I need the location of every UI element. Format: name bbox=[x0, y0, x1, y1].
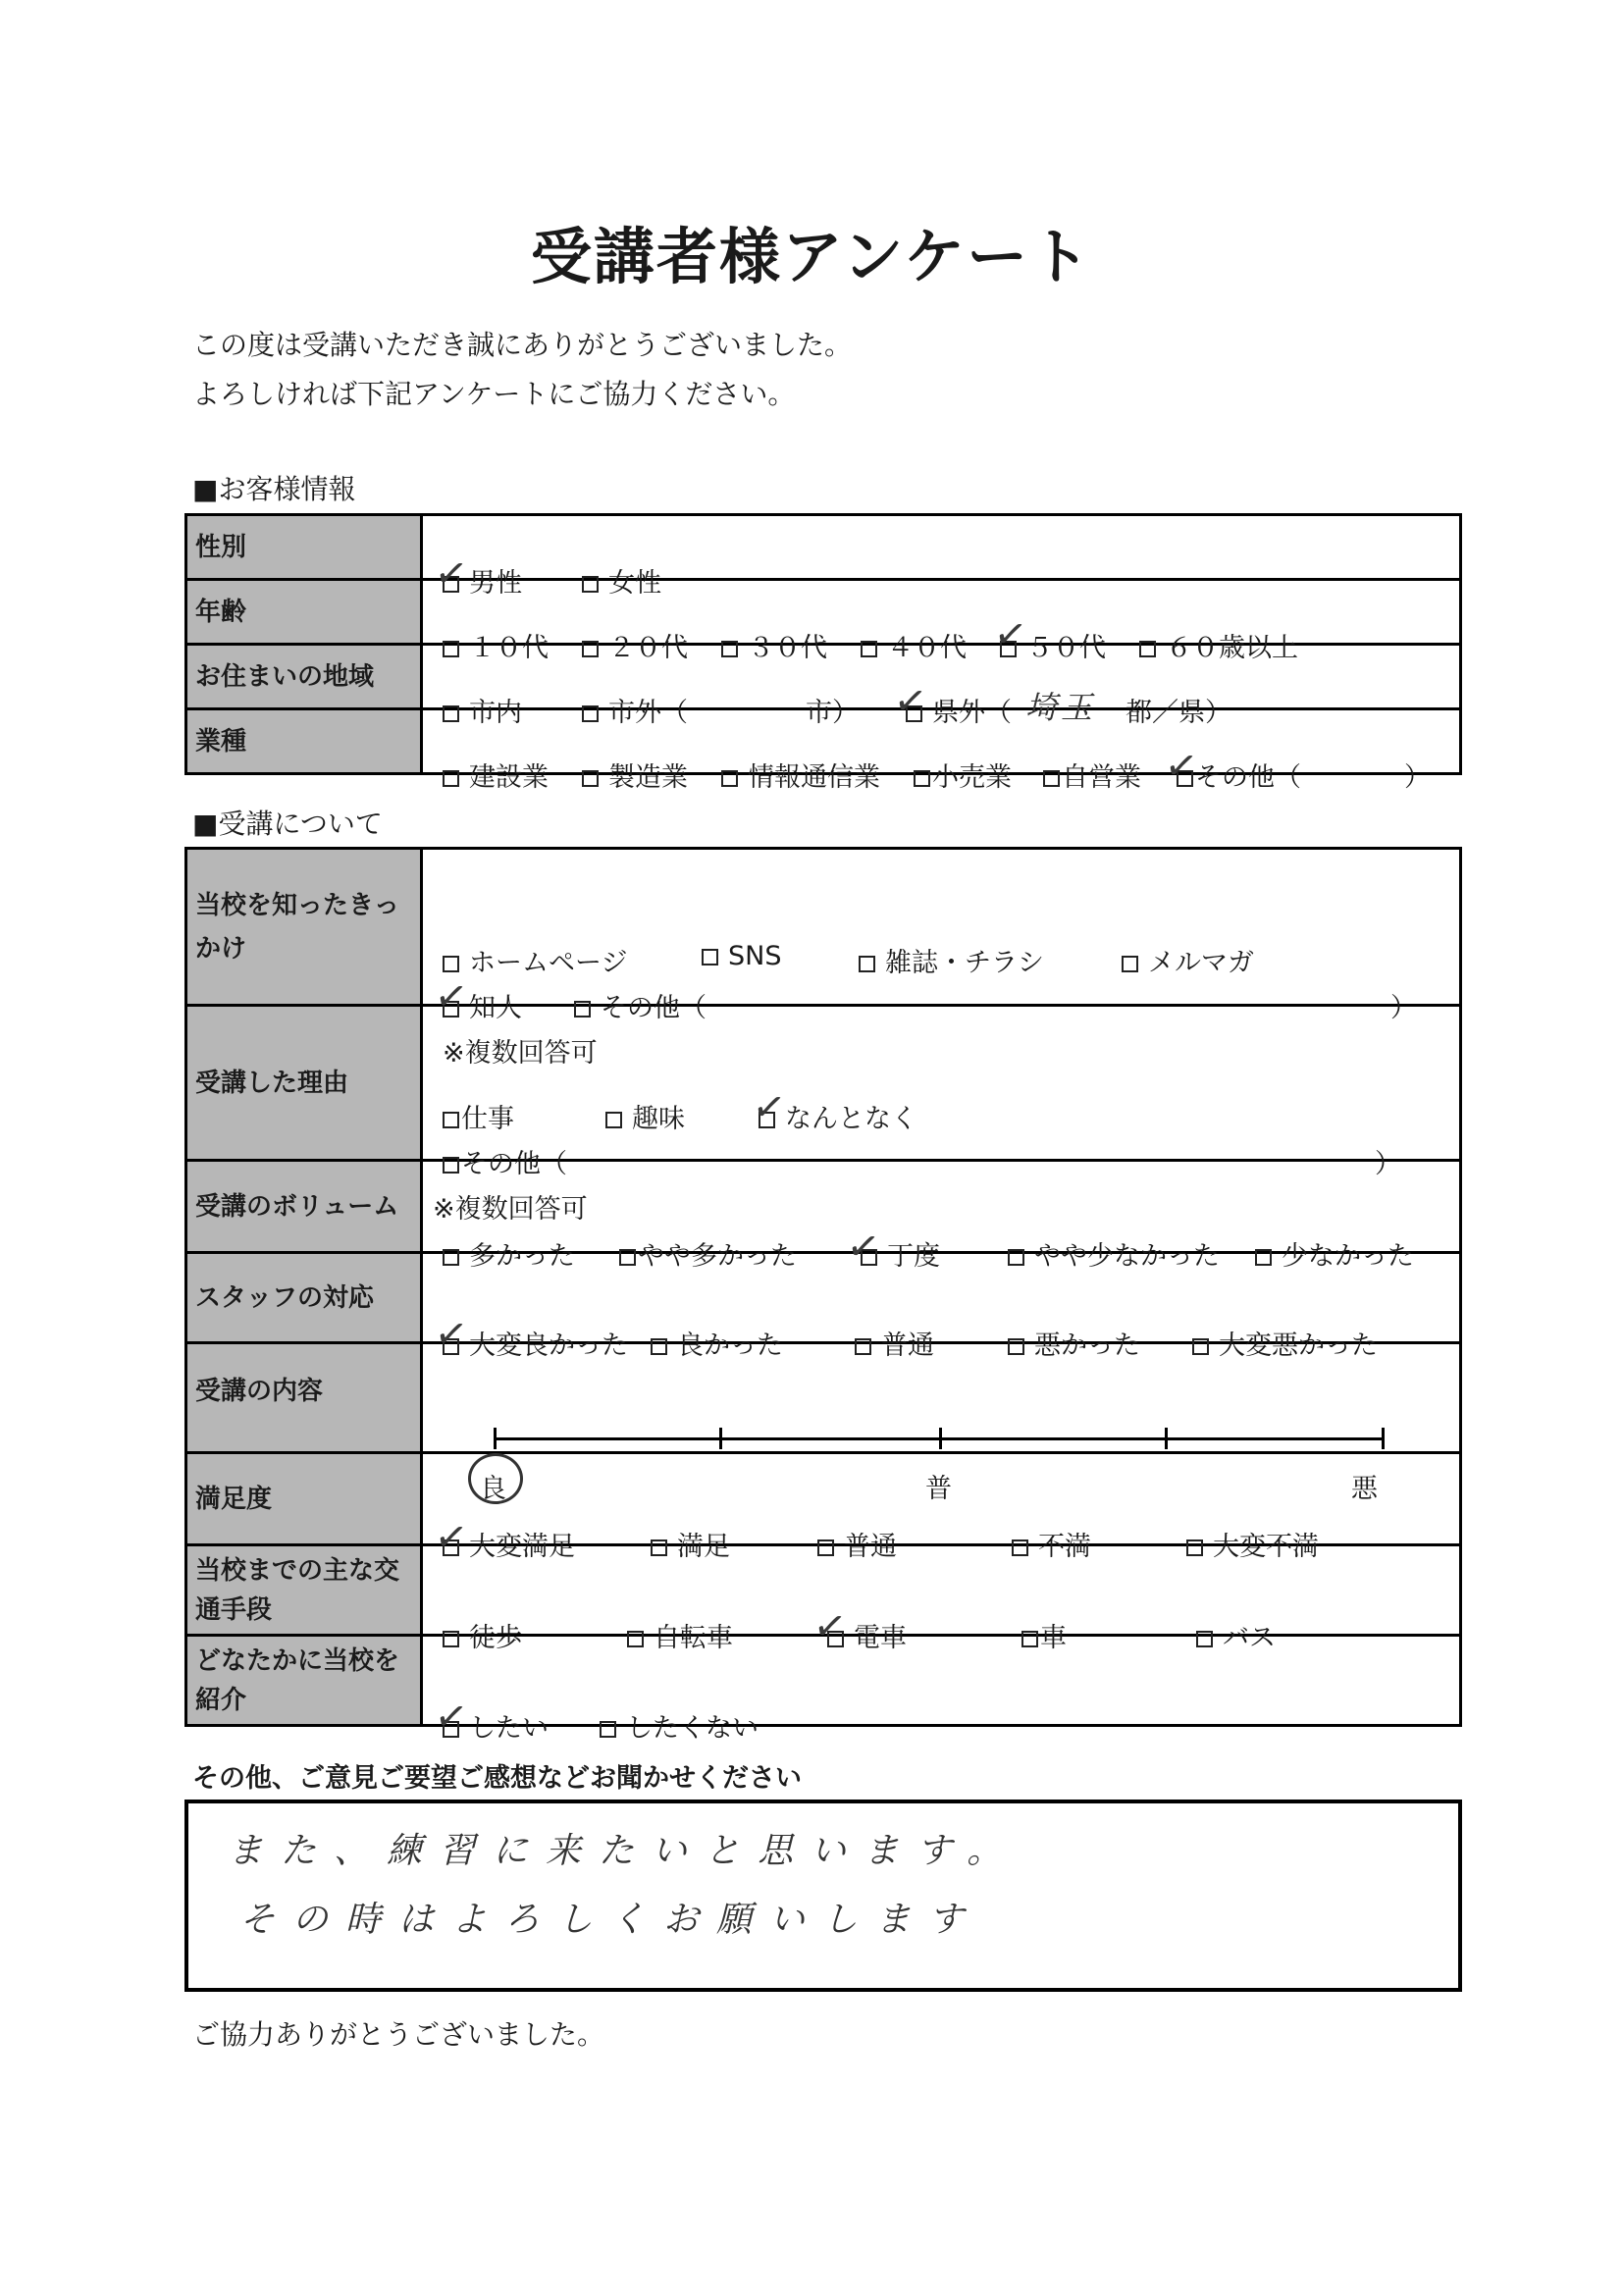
check-mark-icon: ✓ bbox=[890, 676, 930, 726]
scale-tick bbox=[939, 1428, 942, 1449]
area-label: お住まいの地域 bbox=[186, 645, 422, 709]
option-bit-little[interactable]: やや少なかった bbox=[1008, 1234, 1220, 1273]
check-mark-icon: ✓ bbox=[810, 1601, 850, 1651]
checkbox-icon[interactable] bbox=[859, 956, 875, 972]
checkbox-icon[interactable] bbox=[914, 770, 930, 787]
option-satisfied[interactable]: 満足 bbox=[651, 1525, 730, 1563]
check-mark-icon: ✓ bbox=[1161, 741, 1201, 791]
option-self-employed[interactable]: 自営業 bbox=[1043, 756, 1141, 794]
option-construction[interactable]: 建設業 bbox=[443, 756, 549, 794]
page-title: 受講者様アンケート bbox=[530, 221, 1093, 292]
scale-tick bbox=[1165, 1428, 1168, 1449]
option-acquaintance[interactable]: 知人 bbox=[443, 986, 522, 1024]
checkbox-icon[interactable] bbox=[721, 770, 738, 787]
trigger-other-close: ） bbox=[1390, 992, 1417, 1023]
section-course: ■受講について bbox=[192, 808, 383, 840]
checkbox-icon[interactable] bbox=[702, 949, 718, 965]
checkbox-icon[interactable] bbox=[1021, 1631, 1038, 1647]
scale-tick bbox=[719, 1428, 722, 1449]
option-work[interactable]: 仕事 bbox=[443, 1097, 514, 1135]
option-it[interactable]: 情報通信業 bbox=[721, 756, 880, 794]
checkbox-icon[interactable] bbox=[1122, 956, 1138, 972]
checkbox-icon[interactable] bbox=[582, 770, 599, 787]
checkbox-icon[interactable] bbox=[817, 1539, 834, 1556]
reason-other-close: ） bbox=[1375, 1148, 1401, 1179]
check-mark-icon: ✓ bbox=[749, 1082, 789, 1132]
option-trigger-other[interactable]: その他（ bbox=[574, 986, 707, 1024]
option-somehow[interactable]: なんとなく bbox=[759, 1097, 917, 1135]
option-age-10s[interactable]: １０代 bbox=[443, 626, 549, 664]
option-very-dissatisfied[interactable]: 大変不満 bbox=[1186, 1525, 1319, 1563]
option-bicycle[interactable]: 自転車 bbox=[627, 1616, 733, 1654]
option-want-introduce[interactable]: したい bbox=[443, 1706, 549, 1745]
option-magazine[interactable]: 雑誌・チラシ bbox=[859, 941, 1044, 979]
intro-line-2: よろしければ下記アンケートにご協力ください。 bbox=[192, 378, 796, 410]
scale-good-label: 良 bbox=[480, 1473, 506, 1504]
option-sns[interactable]: SNS bbox=[702, 941, 781, 971]
prefecture-suffix: 都／県） bbox=[1126, 697, 1231, 728]
comment-line-2: その時はよろしくお願いします bbox=[239, 1900, 982, 1940]
option-very-good[interactable]: 大変良かった bbox=[443, 1324, 628, 1362]
checkbox-icon[interactable] bbox=[443, 641, 459, 657]
scale-tick bbox=[494, 1428, 497, 1449]
scale-normal-label: 普 bbox=[925, 1473, 952, 1504]
multiple-answer-note: ※複数回答可 bbox=[443, 1037, 598, 1069]
industry-other-close: ） bbox=[1404, 761, 1431, 793]
content-label: 受講の内容 bbox=[186, 1343, 422, 1453]
option-industry-other[interactable]: その他（ bbox=[1177, 756, 1301, 794]
option-male[interactable]: 男性 bbox=[443, 561, 522, 600]
option-train[interactable]: 電車 bbox=[827, 1616, 907, 1654]
option-age-40s[interactable]: ４０代 bbox=[861, 626, 967, 664]
check-mark-icon: ✓ bbox=[431, 971, 471, 1021]
option-too-much[interactable]: 多かった bbox=[443, 1234, 575, 1273]
option-mailmag[interactable]: メルマガ bbox=[1122, 941, 1254, 979]
checkbox-icon[interactable] bbox=[1192, 1338, 1209, 1355]
check-mark-icon: ✓ bbox=[431, 548, 471, 599]
option-very-satisfied[interactable]: 大変満足 bbox=[443, 1525, 575, 1563]
option-good[interactable]: 良かった bbox=[651, 1324, 783, 1362]
option-area-city[interactable]: 市内 bbox=[443, 691, 522, 729]
option-car[interactable]: 車 bbox=[1021, 1616, 1067, 1654]
scale-bad-label: 悪 bbox=[1351, 1473, 1378, 1504]
checkbox-icon[interactable] bbox=[443, 956, 459, 972]
option-area-outside-prefecture[interactable]: 県外（ bbox=[906, 691, 1012, 729]
checkbox-icon[interactable] bbox=[855, 1338, 871, 1355]
checkbox-icon[interactable] bbox=[651, 1338, 667, 1355]
checkbox-icon[interactable] bbox=[582, 641, 599, 657]
multiple-answer-note: ※複数回答可 bbox=[433, 1193, 588, 1225]
reason-label: 受講した理由 bbox=[186, 1006, 422, 1161]
checkbox-icon[interactable] bbox=[443, 1112, 459, 1128]
check-mark-icon: ✓ bbox=[431, 1512, 471, 1562]
staff-label: スタッフの対応 bbox=[186, 1253, 422, 1343]
option-homepage[interactable]: ホームページ bbox=[443, 941, 627, 979]
checkbox-icon[interactable] bbox=[619, 1249, 636, 1266]
checkbox-icon[interactable] bbox=[1255, 1249, 1272, 1266]
trigger-label: 当校を知ったきっ かけ bbox=[186, 849, 422, 1006]
option-walk[interactable]: 徒歩 bbox=[443, 1616, 522, 1654]
checkbox-icon[interactable] bbox=[582, 576, 599, 593]
option-area-outside-city[interactable]: 市外（ bbox=[582, 691, 688, 729]
check-mark-icon: ✓ bbox=[431, 1309, 471, 1359]
checkbox-icon[interactable] bbox=[1043, 770, 1060, 787]
checkbox-icon[interactable] bbox=[651, 1539, 667, 1556]
industry-label: 業種 bbox=[186, 709, 422, 774]
gender-label: 性別 bbox=[186, 515, 422, 580]
checkbox-icon[interactable] bbox=[443, 770, 459, 787]
option-age-20s[interactable]: ２０代 bbox=[582, 626, 688, 664]
comment-line-1: また、練習に来たいと思います。 bbox=[228, 1831, 1021, 1871]
option-not-introduce[interactable]: したくない bbox=[600, 1706, 759, 1745]
option-too-little[interactable]: 少なかった bbox=[1255, 1234, 1414, 1273]
option-very-bad[interactable]: 大変悪かった bbox=[1192, 1324, 1378, 1362]
checkbox-icon[interactable] bbox=[443, 1249, 459, 1266]
option-dissatisfied[interactable]: 不満 bbox=[1012, 1525, 1091, 1563]
comment-box[interactable] bbox=[184, 1800, 1462, 1992]
option-reason-other[interactable]: その他（ bbox=[443, 1142, 567, 1180]
checkbox-icon[interactable] bbox=[1186, 1539, 1203, 1556]
option-age-30s[interactable]: ３０代 bbox=[721, 626, 827, 664]
scale-tick bbox=[1382, 1428, 1385, 1449]
checkbox-icon[interactable] bbox=[605, 1112, 622, 1128]
customer-info-table bbox=[184, 513, 1462, 793]
option-just-right[interactable]: 丁度 bbox=[861, 1234, 940, 1273]
checkbox-icon[interactable] bbox=[600, 1721, 616, 1738]
option-bit-much[interactable]: やや多かった bbox=[619, 1234, 797, 1273]
checkbox-icon[interactable] bbox=[1196, 1631, 1213, 1647]
footer-thanks: ご協力ありがとうございました。 bbox=[192, 2018, 605, 2051]
check-mark-icon: ✓ bbox=[843, 1222, 883, 1272]
check-mark-icon: ✓ bbox=[990, 609, 1030, 659]
checkbox-icon[interactable] bbox=[627, 1631, 644, 1647]
checkbox-icon[interactable] bbox=[443, 1157, 459, 1174]
transport-label: 当校までの主な交 通手段 bbox=[186, 1545, 422, 1636]
option-retail[interactable]: 小売業 bbox=[914, 756, 1012, 794]
option-sat-normal[interactable]: 普通 bbox=[817, 1525, 897, 1563]
option-hobby[interactable]: 趣味 bbox=[605, 1097, 685, 1135]
checkbox-icon[interactable] bbox=[861, 641, 877, 657]
checkbox-icon[interactable] bbox=[443, 705, 459, 722]
checkbox-icon[interactable] bbox=[1008, 1338, 1024, 1355]
checkbox-icon[interactable] bbox=[721, 641, 738, 657]
checkbox-icon[interactable] bbox=[574, 1001, 591, 1018]
option-age-60plus[interactable]: ６０歳以上 bbox=[1139, 626, 1298, 664]
option-age-50s[interactable]: ５０代 bbox=[1000, 626, 1106, 664]
option-female[interactable]: 女性 bbox=[582, 561, 661, 600]
handwritten-prefecture: 埼玉 bbox=[1025, 688, 1097, 726]
introduce-label: どなたかに当校を 紹介 bbox=[186, 1636, 422, 1726]
city-suffix: 市） bbox=[806, 697, 859, 728]
option-normal[interactable]: 普通 bbox=[855, 1324, 934, 1362]
checkbox-icon[interactable] bbox=[1139, 641, 1156, 657]
satisfaction-label: 満足度 bbox=[186, 1453, 422, 1545]
option-manufacturing[interactable]: 製造業 bbox=[582, 756, 688, 794]
checkbox-icon[interactable] bbox=[443, 1631, 459, 1647]
checkbox-icon[interactable] bbox=[582, 705, 599, 722]
checkbox-icon[interactable] bbox=[1008, 1249, 1024, 1266]
check-mark-icon: ✓ bbox=[431, 1692, 471, 1742]
volume-label: 受講のボリューム bbox=[186, 1161, 422, 1253]
selected-circle bbox=[468, 1453, 523, 1504]
course-table bbox=[184, 847, 1462, 1744]
checkbox-icon[interactable] bbox=[1012, 1539, 1028, 1556]
age-label: 年齢 bbox=[186, 580, 422, 645]
intro-line-1: この度は受講いただき誠にありがとうございました。 bbox=[192, 329, 853, 361]
option-bad[interactable]: 悪かった bbox=[1008, 1324, 1140, 1362]
comment-label: その他、ご意見ご要望ご感想などお聞かせください bbox=[192, 1763, 802, 1794]
section-customer-info: ■お客様情報 bbox=[192, 473, 356, 505]
option-bus[interactable]: バス bbox=[1196, 1616, 1276, 1654]
